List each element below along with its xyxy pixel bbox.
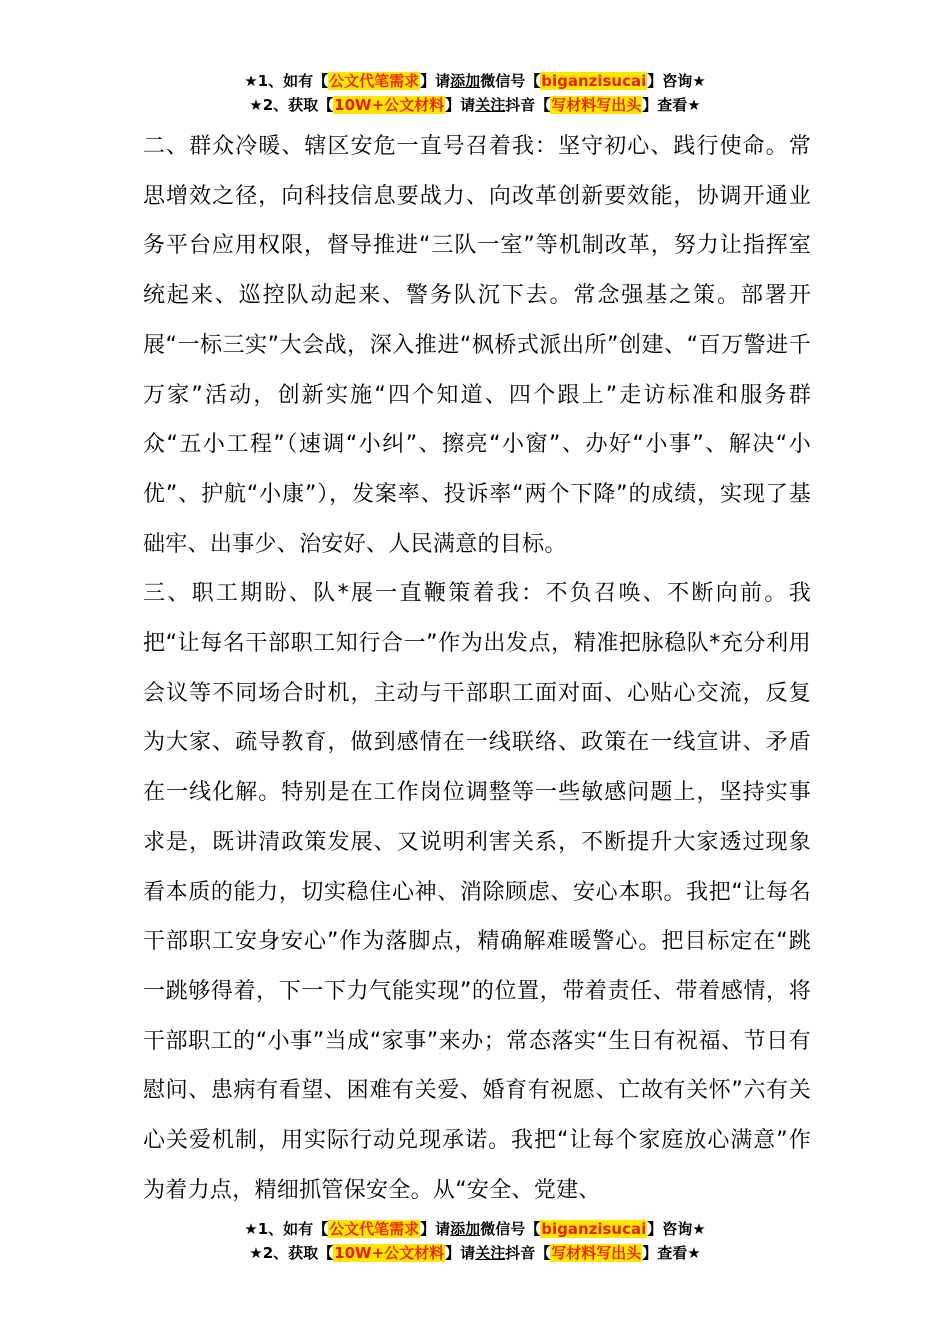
promo-highlight: 10W+公文材料 — [334, 1244, 445, 1262]
star-icon: ★ — [244, 72, 258, 90]
promo-highlight: 10W+公文材料 — [334, 96, 445, 114]
promo-text: 抖音【 — [505, 1244, 551, 1262]
promo-underlined: 关注 — [475, 1244, 506, 1262]
promo-highlight: 写材料写出头 — [551, 1244, 642, 1262]
promo-text: 】请 — [420, 1220, 451, 1238]
paragraph-3: 三、职工期盼、队*展一直鞭策着我：不负召唤、不断向前。我把“让每名干部职工知行合一”作为出发点，精准把脉稳队*充分利用会议等不同场合时机，主动与干部职工面对面、心贴心交流，反复为大家、疏导教育，做到感情在一线联络、政策在一线宣讲、矛盾在一线化解。特别是在工作岗位调整等一些敏感问题上，坚持实事求是，既讲清政策发展、又说明利害关系，不断提升大家透过现象看本质的能力，切实稳住心神、消除顾虑、安心本职。我把“让每名干部职工安身安心”作为落脚点，精确解难暖警心。把目标定在“跳一跳够得着，下一下力气能实现”的位置，带着责任、带着感情，将干部职工的“小事”当成“家事”来办；常态落实“生日有祝福、节日有慰问、患病有看望、困难有关爱、婚育有祝愿、亡故有关怀”六有关心关爱机制，用实际行动兑现承诺。我把“让每个家庭放心满意”作为着力点，精细抓管保安全。从“安全、党建、 — [143, 581, 811, 1203]
promo-text: 】请 — [445, 1244, 476, 1262]
star-icon: ★ — [249, 96, 263, 114]
promo-text: 】查看 — [642, 96, 688, 114]
promo-text: 1、如有【 — [257, 72, 329, 90]
promo-highlight: 写材料写出头 — [551, 96, 642, 114]
promo-text: 】请 — [420, 72, 451, 90]
promo-text: 2、获取【 — [262, 1244, 334, 1262]
promo-banner-top — [0, 70, 950, 118]
promo-banner-bottom — [0, 1218, 950, 1266]
star-icon: ★ — [244, 1220, 258, 1238]
star-icon: ★ — [692, 1220, 706, 1238]
promo-highlight: biganzisucai — [541, 1220, 647, 1238]
promo-highlight: biganzisucai — [541, 72, 647, 90]
star-icon: ★ — [249, 1244, 263, 1262]
promo-text: 1、如有【 — [257, 1220, 329, 1238]
promo-line-2 — [0, 1242, 950, 1266]
promo-text: 微信号【 — [480, 1220, 541, 1238]
promo-line-1 — [0, 1218, 950, 1242]
promo-text: 抖音【 — [505, 96, 551, 114]
promo-underlined: 添加 — [450, 1220, 481, 1238]
promo-text: 】咨询 — [647, 72, 693, 90]
star-icon: ★ — [692, 72, 706, 90]
promo-line-1 — [0, 70, 950, 94]
promo-text: 】咨询 — [647, 1220, 693, 1238]
promo-text: 2、获取【 — [262, 96, 334, 114]
promo-underlined: 添加 — [450, 72, 481, 90]
promo-underlined: 关注 — [475, 96, 506, 114]
promo-text: 微信号【 — [480, 72, 541, 90]
promo-highlight: 公文代笔需求 — [329, 1220, 420, 1238]
star-icon: ★ — [687, 96, 701, 114]
promo-highlight: 公文代笔需求 — [329, 72, 420, 90]
document-body — [143, 122, 811, 1215]
star-icon: ★ — [687, 1244, 701, 1262]
promo-line-2 — [0, 94, 950, 118]
paragraph-2: 二、群众冷暖、辖区安危一直号召着我：坚守初心、践行使命。常思增效之径，向科技信息要战力、向改革创新要效能，协调开通业务平台应用权限，督导推进“三队一室”等机制改革，努力让指挥室统起来、巡控队动起来、警务队沉下去。常念强基之策。部署开展“一标三实”大会战，深入推进“枫桥式派出所”创建、“百万警进千万家”活动，创新实施“四个知道、四个跟上”走访标准和服务群众“五小工程”（速调“小纠”、擦亮“小窗”、办好“小事”、解决“小优”、护航“小康”），发案率、投诉率“两个下降”的成绩，实现了基础牢、出事少、治安好、人民满意的目标。 — [143, 134, 811, 557]
promo-text: 】查看 — [642, 1244, 688, 1262]
promo-text: 】请 — [445, 96, 476, 114]
